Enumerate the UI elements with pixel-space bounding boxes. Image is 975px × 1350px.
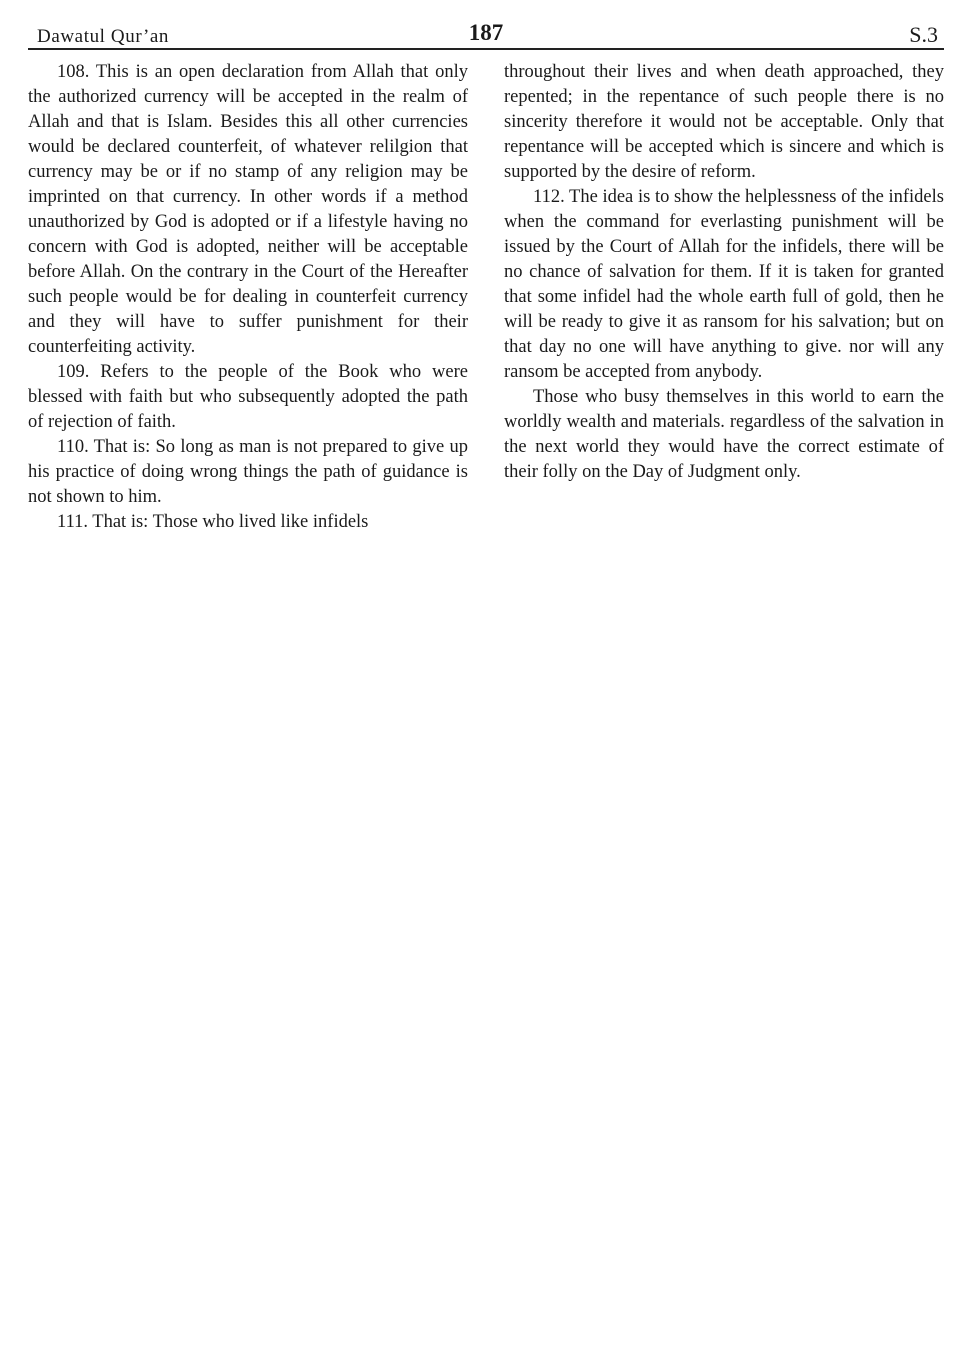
note-112: 112. The idea is to show the helplessness of the infidels when the command for everlasting punishment will be issued by the Court of Allah for the infidels, there will be no chance of salvation for them. If it is taken for granted that some infidel had the whole earth full of gold, then he will be ready to give it as ransom for his salvation; but on that day no one will have anything to give. nor will any ransom be accepted from anybody. [504,187,944,382]
note-111-continuation: throughout their lives and when death approached, they repented; in the repentance of such people there is no sincerity therefore it would not be acceptable. Only that repentance will be accepted which is sincere and which is supported by the desire of reform. [504,62,944,182]
page-header [28,18,944,50]
book-title: Dawatul Qur’an [37,26,170,47]
note-108: 108. This is an open declaration from Allah that only the authorized currency will be accepted in the realm of Allah and that is Islam. Besides this all other currencies would be declared counterfeit, of whatever relilgion that currency may be or if no stamp of any religion may be imprinted on that currency. In other words if a method unauthorized by God is adopted or if a lifestyle having no concern with God is adopted, neither will be acceptable before Allah. On the contrary in the Court of the Hereafter such people would be for dealing in counterfeit currency and they will have to suffer punishment for their counterfeiting activity. [28,62,468,357]
right-column [504,60,944,485]
note-110: 110. That is: So long as man is not prepared to give up his practice of doing wrong things the path of guidance is not shown to him. [28,437,468,507]
page-number: 187 [468,20,504,45]
note-109: 109. Refers to the people of the Book who were blessed with faith but who subsequently adopted the path of rejection of faith. [28,362,468,432]
note-112-closing: Those who busy themselves in this world to earn the worldly wealth and materials. regardless of the salvation in the next world they would have the correct estimate of their folly on the Day of Judgment only. [504,387,944,482]
note-111-start: 111. That is: Those who lived like infidels [57,512,369,532]
left-column [28,60,468,535]
surah-label: S.3 [909,22,938,47]
